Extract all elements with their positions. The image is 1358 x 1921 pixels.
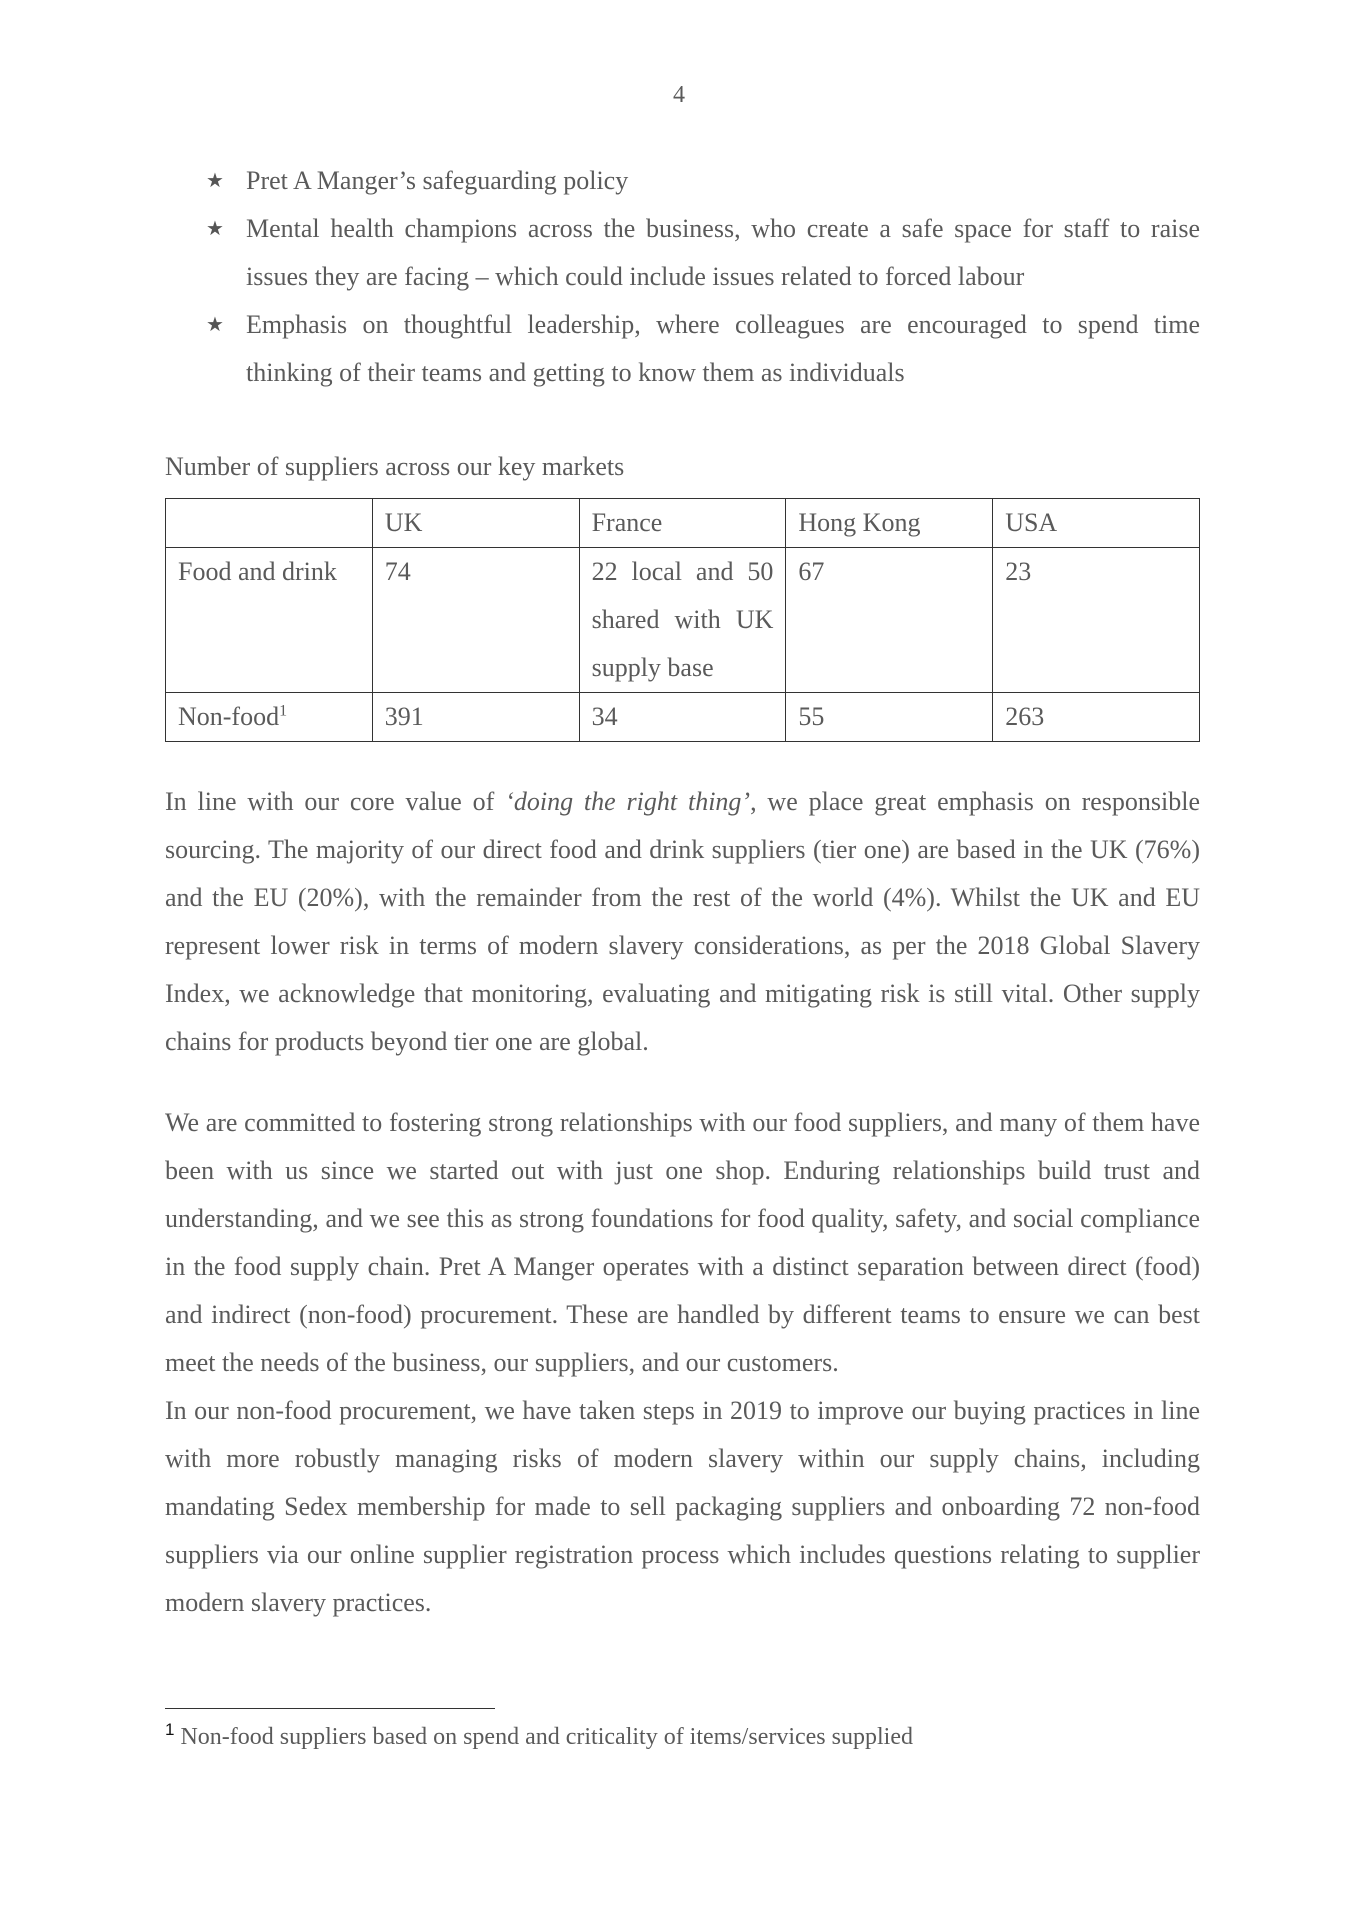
row-label: Food and drink [166,548,373,693]
bullet-text: Pret A Manger’s safeguarding policy [246,166,629,195]
table-row [166,548,1200,693]
table-cell: 23 [993,548,1200,693]
suppliers-table [165,498,1200,742]
page-number: 4 [673,82,685,108]
table-cell: 67 [786,548,993,693]
table-header-cell: France [579,499,786,548]
row-label-text: Non-food [178,702,280,731]
paragraph-text: , we place great emphasis on responsible sourcing. The majority of our direct food and drink suppliers (tier one) are based in the UK (76%) and the EU (20%), with the remainder from the rest of the world (4%). Whilst the UK and EU represent lower risk in terms of modern slavery considerations, as per the 2018 Global Slavery Index, we acknowledge that monitoring, evaluating and mitigating risk is still vital. Other supply chains for products beyond tier one are global. [165,787,1200,1056]
footnote-divider [165,1708,495,1709]
footnote [165,1720,1200,1754]
table-caption: Number of suppliers across our key markets [165,452,625,481]
footnote-number: 1 [165,1720,175,1739]
bullet-list [200,157,1200,397]
table-header-row [166,499,1200,548]
table-header-cell: Hong Kong [786,499,993,548]
row-label [166,693,373,742]
table-header-cell [166,499,373,548]
footnote-text: Non-food suppliers based on spend and criticality of items/services supplied [180,1724,913,1750]
table-row [166,693,1200,742]
star-icon: ★ [206,218,224,240]
table-cell: 22 local and 50 shared with UK supply base [579,548,786,693]
table-cell: 391 [372,693,579,742]
star-icon: ★ [206,170,224,192]
paragraph-responsible-sourcing [165,778,1200,1066]
table-cell: 74 [372,548,579,693]
star-icon: ★ [206,314,224,336]
table-header-cell: UK [372,499,579,548]
footnote-reference[interactable]: 1 [279,702,288,720]
table-cell: 55 [786,693,993,742]
table-header-cell: USA [993,499,1200,548]
list-item [200,301,1200,397]
list-item [200,205,1200,301]
table-cell: 34 [579,693,786,742]
bullet-text: Emphasis on thoughtful leadership, where colleagues are encouraged to spend time thinking of their teams and getting to know them as individuals [246,310,1200,387]
list-item [200,157,1200,205]
paragraph-text: In line with our core value of [165,787,506,816]
bullet-text: Mental health champions across the business, who create a safe space for staff to raise issues they are facing – which could include issues related to forced labour [246,214,1200,291]
paragraph-supplier-relationships: We are committed to fostering strong relationships with our food suppliers, and many of them have been with us since we started out with just one shop. Enduring relationships build trust and understanding, and we see this as strong foundations for food quality, safety, and social compliance in the food supply chain. Pret A Manger operates with a distinct separation between direct (food) and indirect (non-food) procurement. These are handled by different teams to ensure we can best meet the needs of the business, our suppliers, and our customers. [165,1108,1200,1377]
emphasis-text: ‘doing the right thing’ [505,787,751,816]
table-cell: 263 [993,693,1200,742]
paragraph-non-food-procurement: In our non-food procurement, we have taken steps in 2019 to improve our buying practices in line with more robustly managing risks of modern slavery within our supply chains, including mandating Sedex membership for made to sell packaging suppliers and onboarding 72 non-food suppliers via our online supplier registration process which includes questions relating to supplier modern slavery practices. [165,1396,1200,1617]
